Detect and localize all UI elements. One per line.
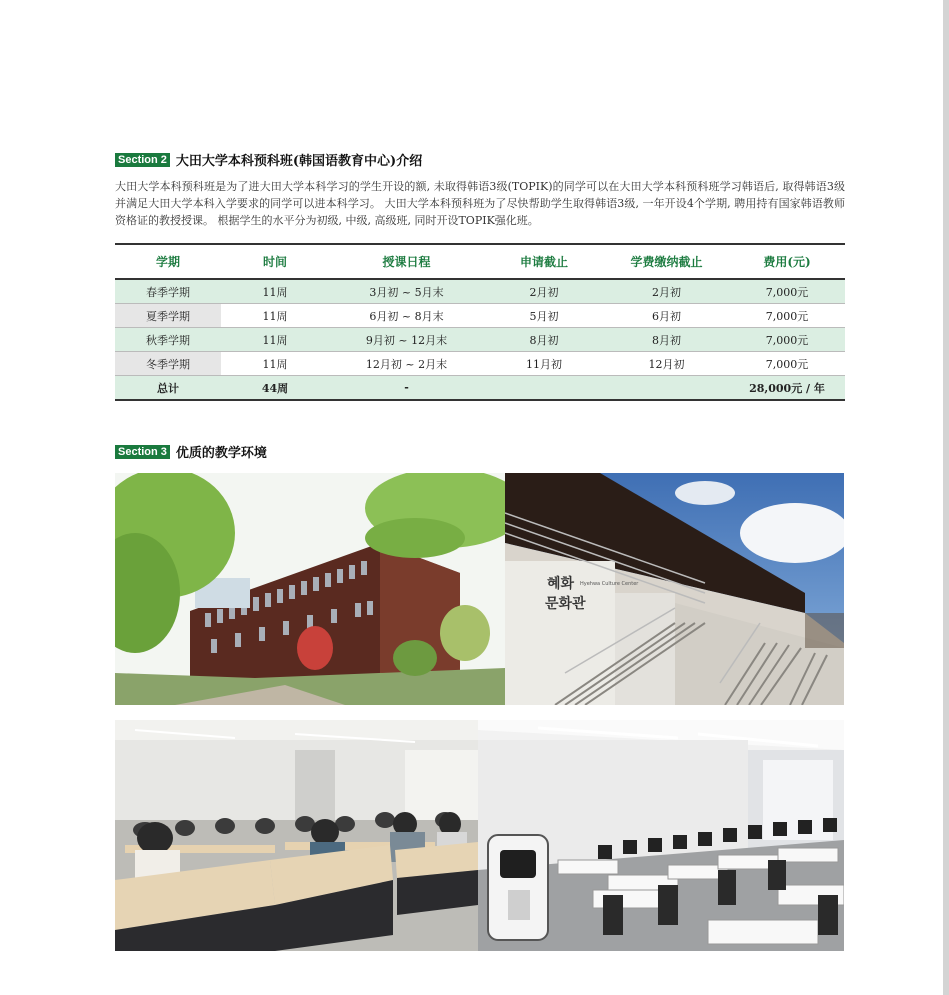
cell-schedule: 3月初 ~ 5月末: [329, 279, 484, 304]
cell-duration: 11周: [221, 304, 329, 328]
cell-total-application-deadline: [484, 376, 604, 401]
cell-application-deadline: 2月初: [484, 279, 604, 304]
sign-english: Hyehwa Culture Center: [580, 581, 639, 587]
cell-term: 秋季学期: [115, 328, 221, 352]
table-row: [115, 279, 845, 304]
cell-tuition-deadline: 12月初: [604, 352, 729, 376]
col-header-schedule: 授课日程: [329, 244, 484, 279]
cell-total-schedule: -: [329, 376, 484, 401]
col-header-tuition-deadline: 学费缴纳截止: [604, 244, 729, 279]
cell-duration: 11周: [221, 328, 329, 352]
section-2-title: 大田大学本科预科班(韩国语教育中心)介绍: [175, 154, 423, 169]
col-header-application-deadline: 申请截止: [484, 244, 604, 279]
cell-application-deadline: 5月初: [484, 304, 604, 328]
cell-total-label: 总计: [115, 376, 221, 401]
cell-total-tuition-deadline: [604, 376, 729, 401]
table-total-row: [115, 376, 845, 401]
cell-fee: 7,000元: [729, 328, 845, 352]
page-scrollbar[interactable]: [943, 0, 949, 995]
cell-total-duration: 44周: [221, 376, 329, 401]
cell-term: 冬季学期: [115, 352, 221, 376]
culture-center-photo: [505, 473, 844, 705]
col-header-term: 学期: [115, 244, 221, 279]
cell-application-deadline: 8月初: [484, 328, 604, 352]
table-row: [115, 304, 845, 328]
cell-schedule: 6月初 ~ 8月末: [329, 304, 484, 328]
classroom-students-photo: [115, 720, 478, 951]
scrollbar-thumb[interactable]: [943, 0, 949, 995]
cell-total-fee: 28,000元 / 年: [729, 376, 845, 401]
cell-term: 春季学期: [115, 279, 221, 304]
term-fee-table: [115, 243, 845, 401]
cell-tuition-deadline: 8月初: [604, 328, 729, 352]
cell-duration: 11周: [221, 279, 329, 304]
section-3-title: 优质的教学环境: [175, 446, 267, 461]
sign-korean-1: 혜화: [547, 576, 575, 592]
section-2-header: [115, 150, 422, 169]
section-3-header: [115, 442, 267, 461]
cell-term: 夏季学期: [115, 304, 221, 328]
cell-tuition-deadline: 2月初: [604, 279, 729, 304]
section-2-badge: Section 2: [115, 153, 170, 167]
cell-fee: 7,000元: [729, 279, 845, 304]
empty-classroom-photo: [478, 720, 844, 951]
cell-tuition-deadline: 6月初: [604, 304, 729, 328]
sign-korean-2: 문화관: [545, 596, 586, 612]
intro-paragraph: 大田大学本科预科班是为了进大田大学本科学习的学生开设的额, 未取得韩语3级(TOPIK)的同学可以在大田大学本科预科班学习韩语后, 取得韩语3级并满足大田大学本科入学要求的同学可以进本科学习。 大田大学本科预科班为了尽快帮助学生取得韩语3级, 一年开设4个学期, 聘用持有国家韩语教师资格证的教授授课。 根据学生的水平分为初级, 中级, 高级班, 同时开设TOPIK强化班。: [115, 180, 845, 227]
campus-building-photo: [115, 473, 505, 705]
section-3-badge: Section 3: [115, 445, 170, 459]
cell-application-deadline: 11月初: [484, 352, 604, 376]
col-header-fee: 费用(元): [729, 244, 845, 279]
table-row: [115, 328, 845, 352]
cell-fee: 7,000元: [729, 352, 845, 376]
col-header-duration: 时间: [221, 244, 329, 279]
cell-schedule: 12月初 ~ 2月末: [329, 352, 484, 376]
table-header-row: [115, 244, 845, 279]
cell-schedule: 9月初 ~ 12月末: [329, 328, 484, 352]
cell-duration: 11周: [221, 352, 329, 376]
cell-fee: 7,000元: [729, 304, 845, 328]
table-row: [115, 352, 845, 376]
